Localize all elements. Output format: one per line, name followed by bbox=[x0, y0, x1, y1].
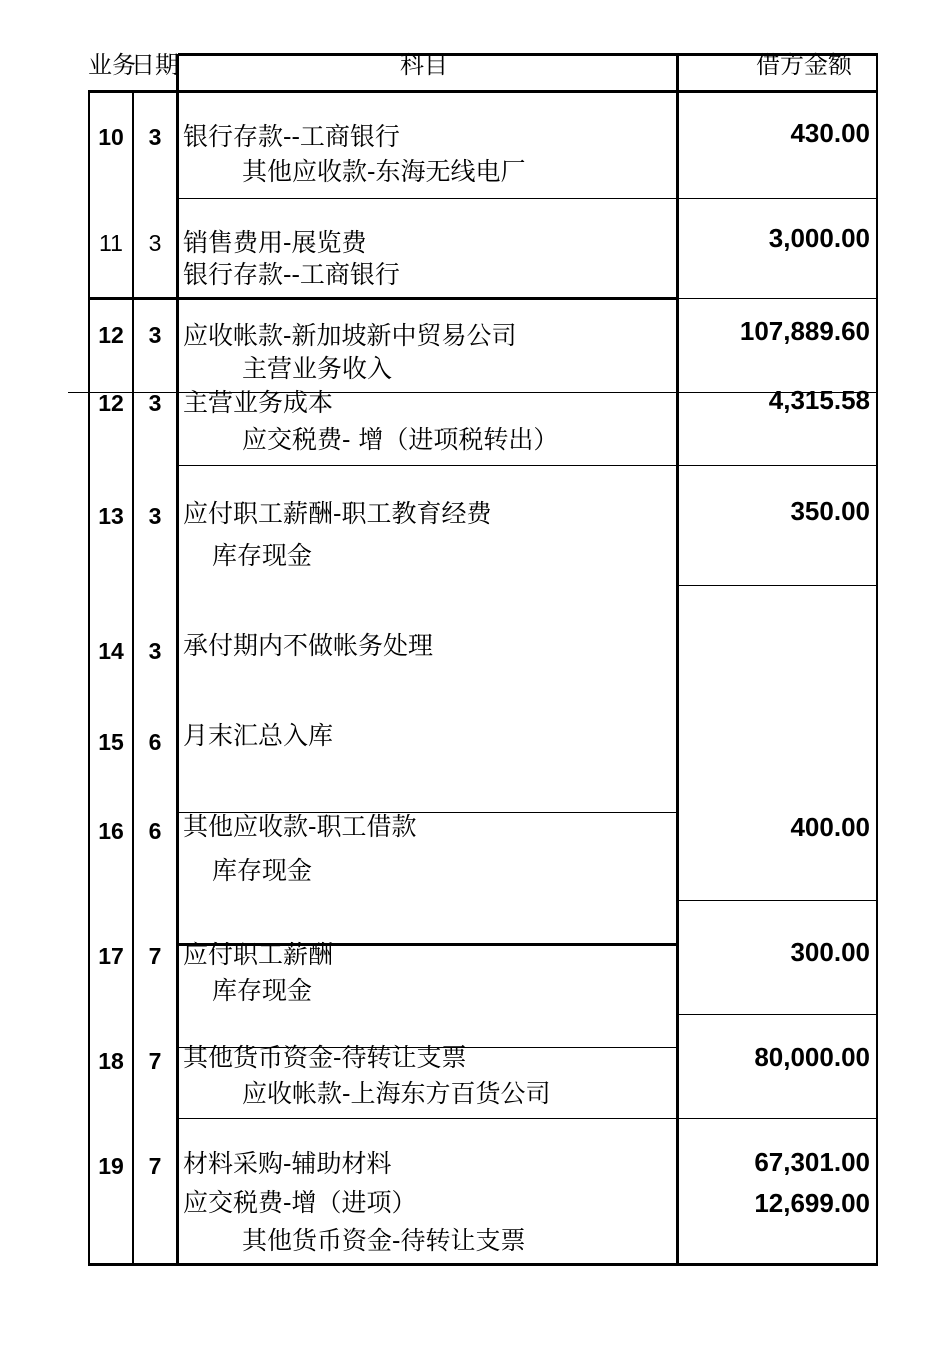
entry-date: 3 bbox=[148, 322, 162, 348]
debit-account: 应收帐款-新加坡新中贸易公司 bbox=[183, 321, 517, 350]
row-border bbox=[178, 1118, 876, 1119]
credit-account: 应交税费- 增（进项税转出） bbox=[242, 425, 559, 454]
entry-date: 7 bbox=[148, 943, 162, 969]
credit-account: 库存现金 bbox=[212, 976, 313, 1005]
debit-amount: 3,000.00 bbox=[768, 223, 870, 253]
entry-date: 3 bbox=[148, 638, 162, 664]
entry-date: 3 bbox=[148, 230, 162, 256]
credit-account: 银行存款--工商银行 bbox=[183, 260, 400, 289]
debit-account: 主营业务成本 bbox=[183, 388, 334, 417]
entry-no: 12 bbox=[98, 322, 124, 348]
row-border bbox=[178, 465, 876, 466]
entry-date: 3 bbox=[148, 503, 162, 529]
header-date: 日期 bbox=[131, 51, 179, 79]
entry-note: 月末汇总入库 bbox=[183, 721, 334, 750]
row-border bbox=[678, 900, 876, 901]
debit-amount: 80,000.00 bbox=[754, 1042, 870, 1072]
row-border bbox=[678, 585, 876, 586]
entry-no: 16 bbox=[98, 818, 124, 844]
entry-no: 14 bbox=[98, 638, 124, 664]
header-account: 科目 bbox=[400, 51, 448, 79]
entry-no: 18 bbox=[98, 1048, 124, 1074]
debit-amount: 107,889.60 bbox=[739, 316, 870, 346]
credit-account: 库存现金 bbox=[212, 541, 313, 570]
entry-no: 10 bbox=[98, 124, 124, 150]
debit-amount: 400.00 bbox=[790, 812, 870, 842]
col-border-account-debit bbox=[676, 54, 679, 1265]
header-bottom-border bbox=[88, 90, 878, 93]
entry-date: 6 bbox=[148, 818, 162, 844]
debit-account: 其他货币资金-待转让支票 bbox=[183, 1043, 467, 1072]
debit-amount: 300.00 bbox=[790, 937, 870, 967]
debit-amount: 67,301.00 bbox=[754, 1147, 870, 1177]
debit-account: 应付职工薪酬 bbox=[183, 940, 334, 969]
row-border bbox=[178, 198, 876, 199]
entry-date: 7 bbox=[148, 1153, 162, 1179]
col-border-no-date bbox=[132, 92, 134, 1265]
credit-account: 其他应收款-东海无线电厂 bbox=[242, 157, 526, 186]
col-border-date-account bbox=[176, 54, 179, 1265]
entry-date: 6 bbox=[148, 729, 162, 755]
col-border-right bbox=[876, 54, 878, 1265]
entry-no: 12 bbox=[98, 390, 124, 416]
entry-no: 17 bbox=[98, 943, 124, 969]
header-no: 业务 bbox=[88, 51, 136, 79]
entry-date: 3 bbox=[148, 390, 162, 416]
credit-account: 库存现金 bbox=[212, 856, 313, 885]
entry-no: 11 bbox=[99, 230, 123, 256]
entry-no: 19 bbox=[98, 1153, 124, 1179]
entry-note: 承付期内不做帐务处理 bbox=[183, 631, 434, 660]
debit-account: 材料采购-辅助材料 bbox=[183, 1149, 392, 1178]
entry-no: 15 bbox=[98, 729, 124, 755]
debit-account: 应交税费-增（进项） bbox=[183, 1188, 417, 1217]
debit-amount: 4,315.58 bbox=[768, 385, 870, 415]
credit-account: 主营业务收入 bbox=[242, 354, 393, 383]
debit-account: 销售费用-展览费 bbox=[183, 228, 367, 257]
entry-no: 13 bbox=[98, 503, 124, 529]
col-border-left bbox=[88, 92, 90, 1265]
bottom-border bbox=[88, 1263, 878, 1266]
row-border bbox=[678, 1014, 876, 1015]
row-border bbox=[678, 298, 876, 299]
credit-account: 其他货币资金-待转让支票 bbox=[242, 1226, 526, 1255]
credit-account: 应收帐款-上海东方百货公司 bbox=[242, 1079, 551, 1108]
debit-account: 其他应收款-职工借款 bbox=[183, 812, 417, 841]
row-border bbox=[88, 297, 678, 300]
debit-account: 银行存款--工商银行 bbox=[183, 122, 400, 151]
debit-amount: 430.00 bbox=[790, 118, 870, 148]
entry-date: 7 bbox=[148, 1048, 162, 1074]
header-debit: 借方金额 bbox=[756, 51, 852, 79]
debit-amount: 12,699.00 bbox=[754, 1188, 870, 1218]
debit-amount: 350.00 bbox=[790, 496, 870, 526]
debit-account: 应付职工薪酬-职工教育经费 bbox=[183, 499, 492, 528]
entry-date: 3 bbox=[148, 124, 162, 150]
